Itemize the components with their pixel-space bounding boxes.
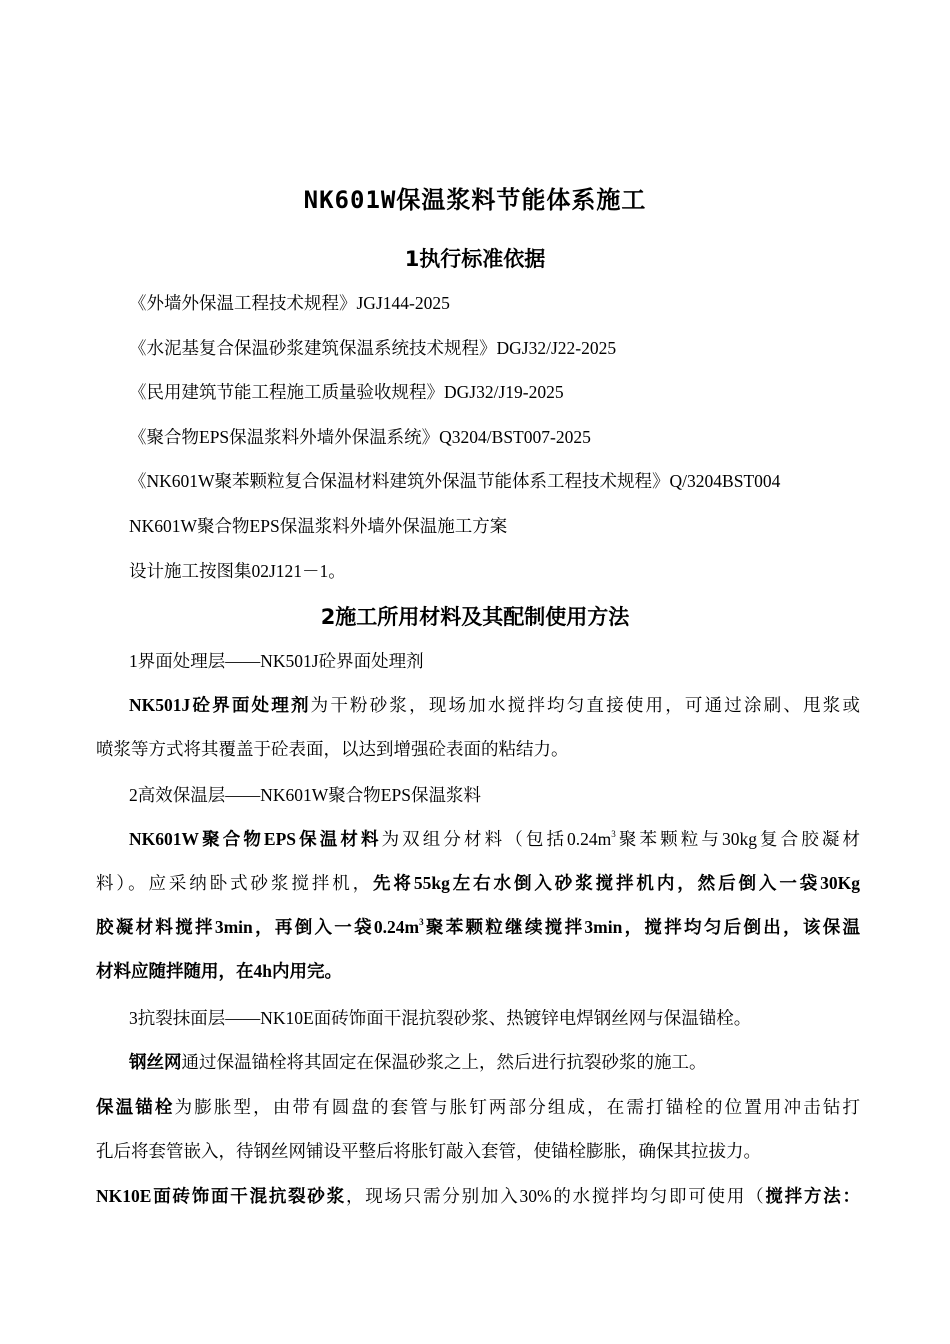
standard-item: 《NK601W聚苯颗粒复合保温材料建筑外保温节能体系工程技术规程》Q/3204BST004 [129, 471, 781, 491]
material-1-name: NK501J砼界面处理剂 [129, 695, 311, 715]
section-1-heading: 1执行标准依据 [404, 247, 546, 271]
material-3-title: 3抗裂抹面层——NK10E面砖饰面干混抗裂砂浆、热镀锌电焊钢丝网与保温锚栓。 [129, 1008, 752, 1028]
material-2-desc-line: 料）。应采纳卧式砂浆搅拌机，先将55kg左右水倒入砂浆搅拌机内，然后倒入一袋30Kg [96, 873, 860, 893]
material-2-desc-line: NK601W聚合物EPS保温材料为双组分材料（包括$0.24m^3$聚苯颗粒与30kg复合胶凝材 [129, 829, 860, 849]
standard-item: 《水泥基复合保温砂浆建筑保温系统技术规程》DGJ32/J22-2025 [129, 338, 617, 358]
anchor-name: 保温锚栓 [96, 1097, 175, 1117]
material-1-desc-line: NK501J砼界面处理剂为干粉砂浆，现场加水搅拌均匀直接使用，可通过涂刷、甩浆或 [129, 695, 860, 715]
standard-item: 《民用建筑节能工程施工质量验收规程》DGJ32/J19-2025 [129, 382, 564, 402]
anchor-desc-line: 保温锚栓为膨胀型，由带有圆盘的套管与胀钉两部分组成，在需打锚栓的位置用冲击钻打 [96, 1097, 860, 1117]
material-2-title: 2高效保温层——NK601W聚合物EPS保温浆料 [129, 785, 481, 805]
material-2-desc-line: 材料应随拌随用，在4h内用完。 [96, 961, 342, 981]
standard-item: 《聚合物EPS保温浆料外墙外保温系统》Q3204/BST007-2025 [129, 427, 591, 447]
standard-item: 设计施工按图集02J121－1。 [129, 561, 346, 581]
wire-mesh-desc: 钢丝网通过保温锚栓将其固定在保温砂浆之上，然后进行抗裂砂浆的施工。 [129, 1052, 707, 1072]
material-1-title: 1界面处理层——NK501J砼界面处理剂 [129, 651, 424, 671]
material-1-desc-line: 喷浆等方式将其覆盖于砼表面，以达到增强砼表面的粘结力。 [96, 739, 569, 759]
mortar-desc-line: NK10E面砖饰面干混抗裂砂浆，现场只需分别加入30%的水搅拌均匀即可使用（搅拌方法： [96, 1186, 860, 1206]
document-title: NK601W保温浆料节能体系施工 [303, 186, 647, 214]
anchor-desc-line: 孔后将套管嵌入，待钢丝网铺设平整后将胀钉敲入套管，使锚栓膨胀，确保其拉拔力。 [96, 1141, 761, 1161]
material-2-desc-line: 胶凝材料搅拌3min，再倒入一袋$0.24m^3$聚苯颗粒继续搅拌3min，搅拌均匀后倒出，该保温 [96, 917, 860, 937]
section-2-heading: 2施工所用材料及其配制使用方法 [320, 605, 630, 629]
material-2-name: NK601W聚合物EPS保温材料 [129, 829, 382, 849]
standard-item: NK601W聚合物EPS保温浆料外墙外保温施工方案 [129, 516, 508, 536]
mortar-name: NK10E面砖饰面干混抗裂砂浆 [96, 1186, 346, 1206]
standard-item: 《外墙外保温工程技术规程》JGJ144-2025 [129, 293, 450, 313]
wire-mesh-name: 钢丝网 [129, 1052, 182, 1072]
